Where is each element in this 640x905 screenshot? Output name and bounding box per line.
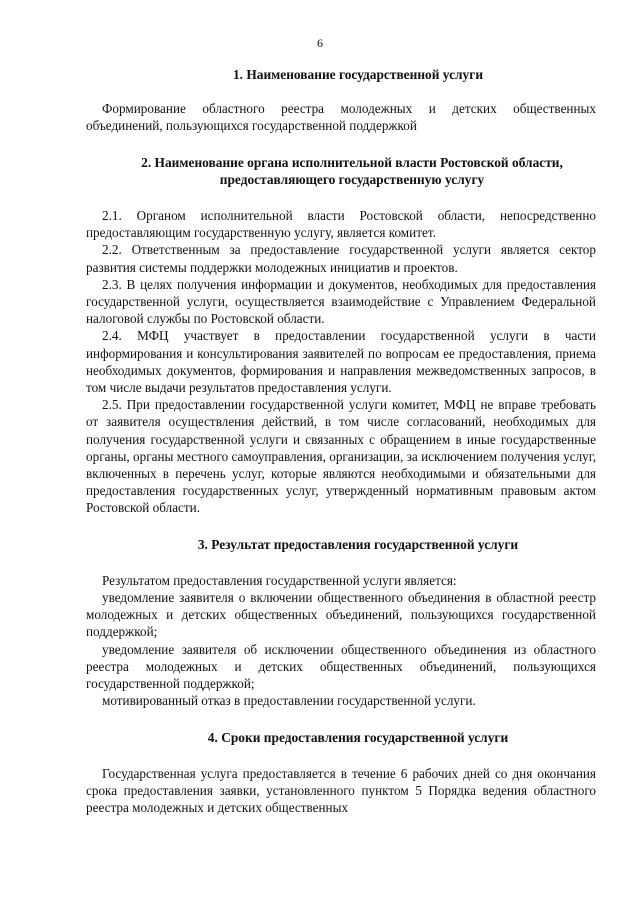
paragraph: Формирование областного реестра молодежных и детских общественных объединений, пользующихся государственной поддержкой	[86, 101, 596, 134]
section-heading-2	[86, 154, 596, 188]
paragraph: Государственная услуга предоставляется в течение 6 рабочих дней со дня окончания срока предоставления заявки, установленного пунктом 5 Порядка ведения областного реестра молодежных и детских общественных	[86, 765, 596, 816]
paragraph: Результатом предоставления государственной услуги является:	[102, 572, 457, 588]
paragraph: уведомление заявителя об исключении общественного объединения из областного реестра молодежных и детских общественных объединений, пользующихся государственной поддержкой;	[86, 641, 596, 692]
paragraph: 2.2. Ответственным за предоставление государственной услуги является сектор развития системы поддержки молодежных инициатив и проектов.	[86, 242, 596, 275]
paragraph: 2.1. Органом исполнительной власти Ростовской области, непосредственно предоставляющим государственную услугу, является комитет.	[86, 208, 596, 241]
section-heading-4: 4. Сроки предоставления государственной услуги	[207, 729, 509, 745]
page-number: 6	[317, 36, 323, 50]
paragraph: 2.3. В целях получения информации и документов, необходимых для предоставления государственной услуги, осуществляется взаимодействие с Управлением Федеральной налоговой службы по Ростовской области.	[86, 276, 596, 327]
paragraph: уведомление заявителя о включении общественного объединения в областной реестр молодежных и детских общественных объединений, пользующихся государственной поддержкой;	[86, 590, 596, 640]
document-body	[86, 66, 596, 816]
paragraph: 2.4. МФЦ участвует в предоставлении государственной услуги в части информирования и консультирования заявителей по вопросам ее предоставления, приема необходимых документов, формирования и направления межведомственных запросов, в том числе выдачи результатов предоставления услуги.	[86, 328, 596, 396]
paragraph: мотивированный отказ в предоставлении государственной услуги.	[102, 693, 476, 709]
section-heading-1: 1. Наименование государственной услуги	[232, 67, 484, 82]
section-heading-2-text: 2. Наименование органа исполнительной власти Ростовской области, предоставляющего государственную услугу	[141, 154, 563, 187]
section-heading-3: 3. Результат предоставления государственной услуги	[197, 536, 519, 552]
paragraph: 2.5. При предоставлении государственной услуги комитет, МФЦ не вправе требовать от заявителя осуществления действий, в том числе согласований, необходимых для получения государственной услуги и связанных с обращением в иные государственные органы, органы местного самоуправления, организации, за исключением получения услуг, включенных в перечень услуг, которые являются необходимыми и обязательными для предоставления государственных услуг, утвержденный нормативным правовым актом Ростовской области.	[86, 397, 596, 516]
